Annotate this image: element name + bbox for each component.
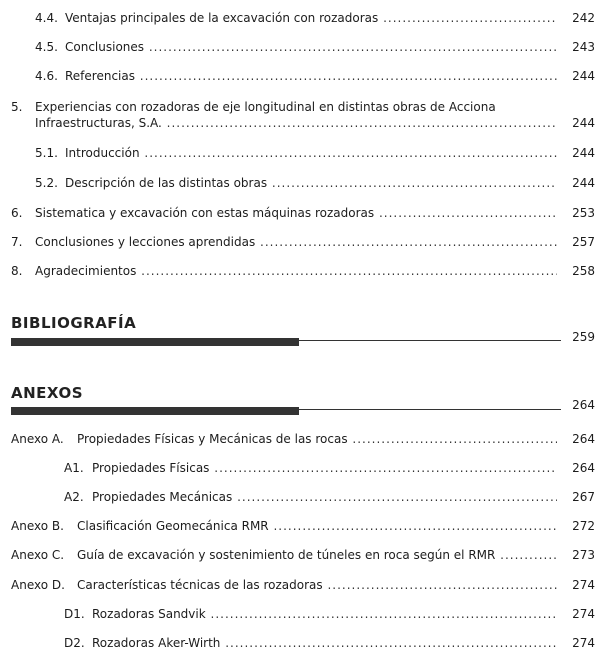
entry-title: Descripción de las distintas obras .....: [65, 176, 557, 190]
toc-entry-4-5[interactable]: [35, 40, 595, 56]
entry-page: 258: [572, 264, 595, 278]
toc-entry-4-4[interactable]: [35, 11, 595, 27]
entry-title: Conclusiones y lecciones aprendidas .....: [35, 235, 557, 249]
entry-title-line2: Infraestructuras, S.A. .....: [35, 116, 557, 130]
toc-anexo-d1[interactable]: [64, 607, 595, 623]
bibliografia-heading[interactable]: BIBLIOGRAFÍA: [11, 314, 137, 332]
entry-number: A2.: [64, 490, 84, 504]
toc-anexo-c[interactable]: [11, 548, 595, 564]
entry-title: Agradecimientos .....: [35, 264, 557, 278]
toc-entry-4-6[interactable]: [35, 69, 595, 85]
toc-entry-5-2[interactable]: [35, 176, 595, 192]
entry-number: 6.: [11, 206, 23, 220]
entry-title: Propiedades Mecánicas .....: [92, 490, 557, 504]
toc-anexo-a1[interactable]: [64, 461, 595, 477]
toc-entry-5[interactable]: [11, 100, 595, 134]
toc-entry-6[interactable]: [11, 206, 595, 222]
entry-title-line1: Experiencias con rozadoras de eje longitudinal en distintas obras de Acciona: [35, 100, 496, 114]
entry-number: 4.4.: [35, 11, 58, 25]
toc-entry-7[interactable]: [11, 235, 595, 251]
entry-number: 7.: [11, 235, 23, 249]
entry-number: 4.5.: [35, 40, 58, 54]
entry-page: 244: [572, 176, 595, 190]
entry-page: 274: [572, 607, 595, 621]
entry-title: Guía de excavación y sostenimiento de túneles en roca según el RMR .....: [77, 548, 557, 562]
entry-number: D1.: [64, 607, 85, 621]
entry-page: 243: [572, 40, 595, 54]
entry-page: 244: [572, 146, 595, 160]
toc-anexo-d2[interactable]: [64, 636, 595, 652]
entry-title: Referencias .....: [65, 69, 557, 83]
entry-title: Características técnicas de las rozadoras .....: [77, 578, 557, 592]
entry-page: 264: [572, 461, 595, 475]
anexos-page: 264: [572, 398, 595, 412]
bibliografia-rule-thick: [11, 338, 299, 346]
bibliografia-page: 259: [572, 330, 595, 344]
entry-page: 264: [572, 432, 595, 446]
entry-page: 273: [572, 548, 595, 562]
entry-number: 5.2.: [35, 176, 58, 190]
anexos-rule-thick: [11, 407, 299, 415]
entry-number: Anexo C.: [11, 548, 65, 562]
toc-entry-8[interactable]: [11, 264, 595, 280]
toc-anexo-b[interactable]: [11, 519, 595, 535]
toc-anexo-d[interactable]: [11, 578, 595, 594]
toc-entry-5-1[interactable]: [35, 146, 595, 162]
entry-number: A1.: [64, 461, 84, 475]
entry-title: Propiedades Físicas y Mecánicas de las rocas .....: [77, 432, 557, 446]
entry-title: Clasificación Geomecánica RMR .....: [77, 519, 557, 533]
entry-title: Propiedades Físicas .....: [92, 461, 557, 475]
entry-page: 272: [572, 519, 595, 533]
entry-page: 244: [572, 69, 595, 83]
entry-page: 257: [572, 235, 595, 249]
anexos-heading[interactable]: ANEXOS: [11, 384, 83, 402]
entry-number: 5.: [11, 100, 23, 114]
entry-page: 242: [572, 11, 595, 25]
entry-title: Introducción .....: [65, 146, 557, 160]
entry-title: Rozadoras Sandvik .....: [92, 607, 557, 621]
entry-number: Anexo B.: [11, 519, 64, 533]
entry-title: Sistematica y excavación con estas máquinas rozadoras .....: [35, 206, 557, 220]
toc-anexo-a2[interactable]: [64, 490, 595, 506]
entry-page: 274: [572, 578, 595, 592]
entry-title: Ventajas principales de la excavación con rozadoras .....: [65, 11, 557, 25]
entry-number: 4.6.: [35, 69, 58, 83]
toc-anexo-a[interactable]: [11, 432, 595, 448]
entry-number: D2.: [64, 636, 85, 650]
entry-number: 5.1.: [35, 146, 58, 160]
entry-number: Anexo D.: [11, 578, 65, 592]
entry-page: 274: [572, 636, 595, 650]
entry-number: 8.: [11, 264, 23, 278]
anexos-rule-thin: [299, 409, 561, 410]
entry-title: Rozadoras Aker-Wirth .....: [92, 636, 557, 650]
entry-page: 244: [572, 116, 595, 130]
entry-page: 267: [572, 490, 595, 504]
bibliografia-rule-thin: [299, 340, 561, 341]
entry-title: Conclusiones .....: [65, 40, 557, 54]
entry-page: 253: [572, 206, 595, 220]
entry-number: Anexo A.: [11, 432, 64, 446]
